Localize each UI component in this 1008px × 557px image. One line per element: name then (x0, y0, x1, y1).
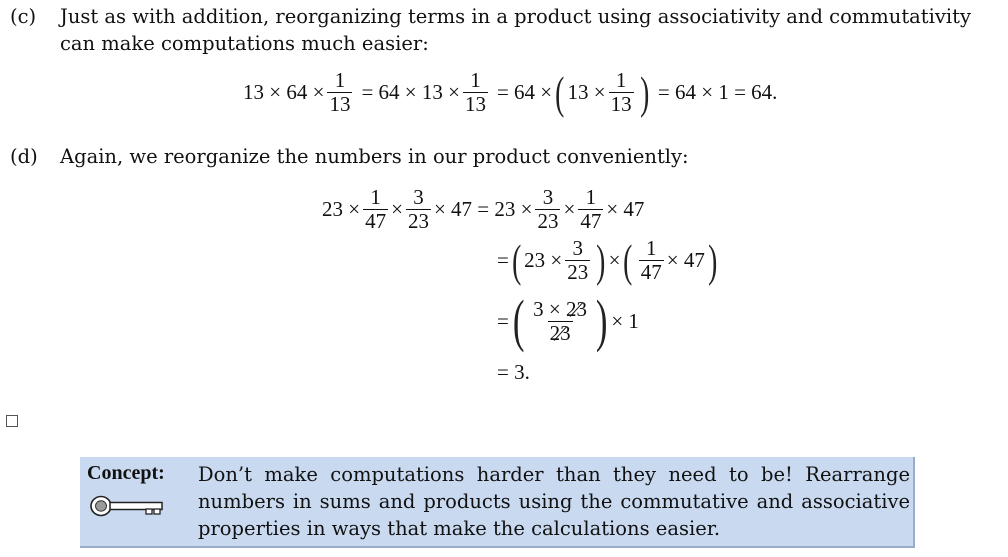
eq-d1-term-b: × (391, 197, 403, 221)
fraction-denominator: 13 (329, 92, 351, 116)
fraction-numerator: 1 (470, 68, 481, 92)
left-paren: ( (555, 66, 565, 118)
equation-d-line4 (497, 360, 530, 385)
eq-d3-tail: × 1 (611, 308, 639, 333)
part-d-text: Again, we reorganize the numbers in our product conveniently: (60, 145, 689, 168)
fraction-numerator: 1 (615, 68, 627, 92)
eq-c-term3: = 64 × (496, 80, 553, 104)
fraction-denominator: 23 (407, 209, 429, 233)
eq-d4-result: = 3. (497, 360, 530, 384)
concept-label: Concept: (87, 462, 165, 484)
eq-c-term4: 13 × (567, 80, 606, 104)
part-c-text: Just as with addition, reorganizing terms in a product using associativity and commutativity can make computations much easier: (60, 5, 971, 55)
numerator-term: 3 × (533, 296, 561, 321)
fraction-numerator: 3 (542, 185, 554, 209)
equation-c (243, 66, 778, 118)
key-icon (89, 495, 173, 517)
part-c-label: (c) (10, 5, 37, 28)
eq-d2-fraction2 (639, 238, 664, 283)
eq-d1-fraction3 (535, 187, 560, 232)
fraction-denominator: 47 (640, 260, 662, 284)
equation-d-line1 (322, 187, 644, 232)
fraction-numerator: 1 (334, 68, 346, 92)
eq-d1-term-c: × 47 = 23 × (433, 197, 533, 221)
eq-c-fraction1 (327, 70, 352, 115)
right-paren: ) (595, 288, 608, 353)
eq-d3-fraction (531, 296, 589, 345)
equation-d-line3 (497, 288, 639, 353)
eq-d2-fraction1 (565, 238, 590, 283)
fraction-numerator: 1 (585, 185, 597, 209)
eq-c-fraction2 (463, 70, 488, 115)
end-of-proof-box (6, 415, 18, 427)
right-paren: ) (639, 66, 649, 118)
concept-callout (80, 457, 915, 548)
eq-d2-term-b: × 47 (666, 248, 705, 272)
equals-sign: = (497, 308, 509, 333)
fraction-denominator (548, 321, 573, 344)
right-paren: ) (596, 234, 606, 286)
eq-d1-term-d: × (563, 197, 576, 221)
eq-d1-fraction4 (578, 187, 603, 232)
left-paren: ( (512, 288, 525, 353)
equation-d-line2 (497, 234, 720, 286)
fraction-numerator: 1 (370, 185, 381, 209)
eq-c-fraction3 (609, 70, 634, 115)
eq-d1-term-a: 23 × (322, 197, 361, 221)
eq-c-term2: = 64 × 13 × (361, 80, 460, 104)
eq-c-term1: 13 × 64 × (243, 80, 325, 104)
cancelled-term: 23 (549, 320, 571, 345)
fraction-denominator: 13 (464, 92, 486, 116)
left-paren: ( (511, 234, 522, 286)
eq-d2-term-a: 23 × (524, 248, 563, 272)
cancelled-term: 23 (566, 296, 588, 321)
fraction-numerator: 1 (646, 236, 657, 260)
fraction-numerator: 3 (413, 185, 424, 209)
fraction-numerator: 3 (572, 236, 584, 260)
eq-d1-term-e: × 47 (606, 197, 645, 221)
fraction-denominator: 47 (580, 209, 602, 233)
fraction-denominator: 13 (610, 92, 632, 116)
part-d-label: (d) (10, 145, 38, 168)
fraction-denominator: 47 (365, 209, 387, 233)
right-paren: ) (707, 234, 718, 286)
fraction-denominator: 23 (537, 209, 559, 233)
eq-d1-fraction2 (406, 187, 431, 232)
fraction-denominator: 23 (567, 260, 589, 284)
eq-d2-times: × (608, 248, 621, 272)
left-paren: ( (623, 234, 633, 286)
fraction-numerator (531, 296, 589, 321)
concept-text: Don’t make computations harder than they need to be! Rearrange numbers in sums and products using the commutative and associative properties in ways that make the calculations easier. (198, 463, 910, 540)
equals-sign: = (497, 248, 509, 272)
eq-c-term5: = 64 × 1 = 64. (657, 80, 778, 104)
eq-d1-fraction1 (363, 187, 388, 232)
